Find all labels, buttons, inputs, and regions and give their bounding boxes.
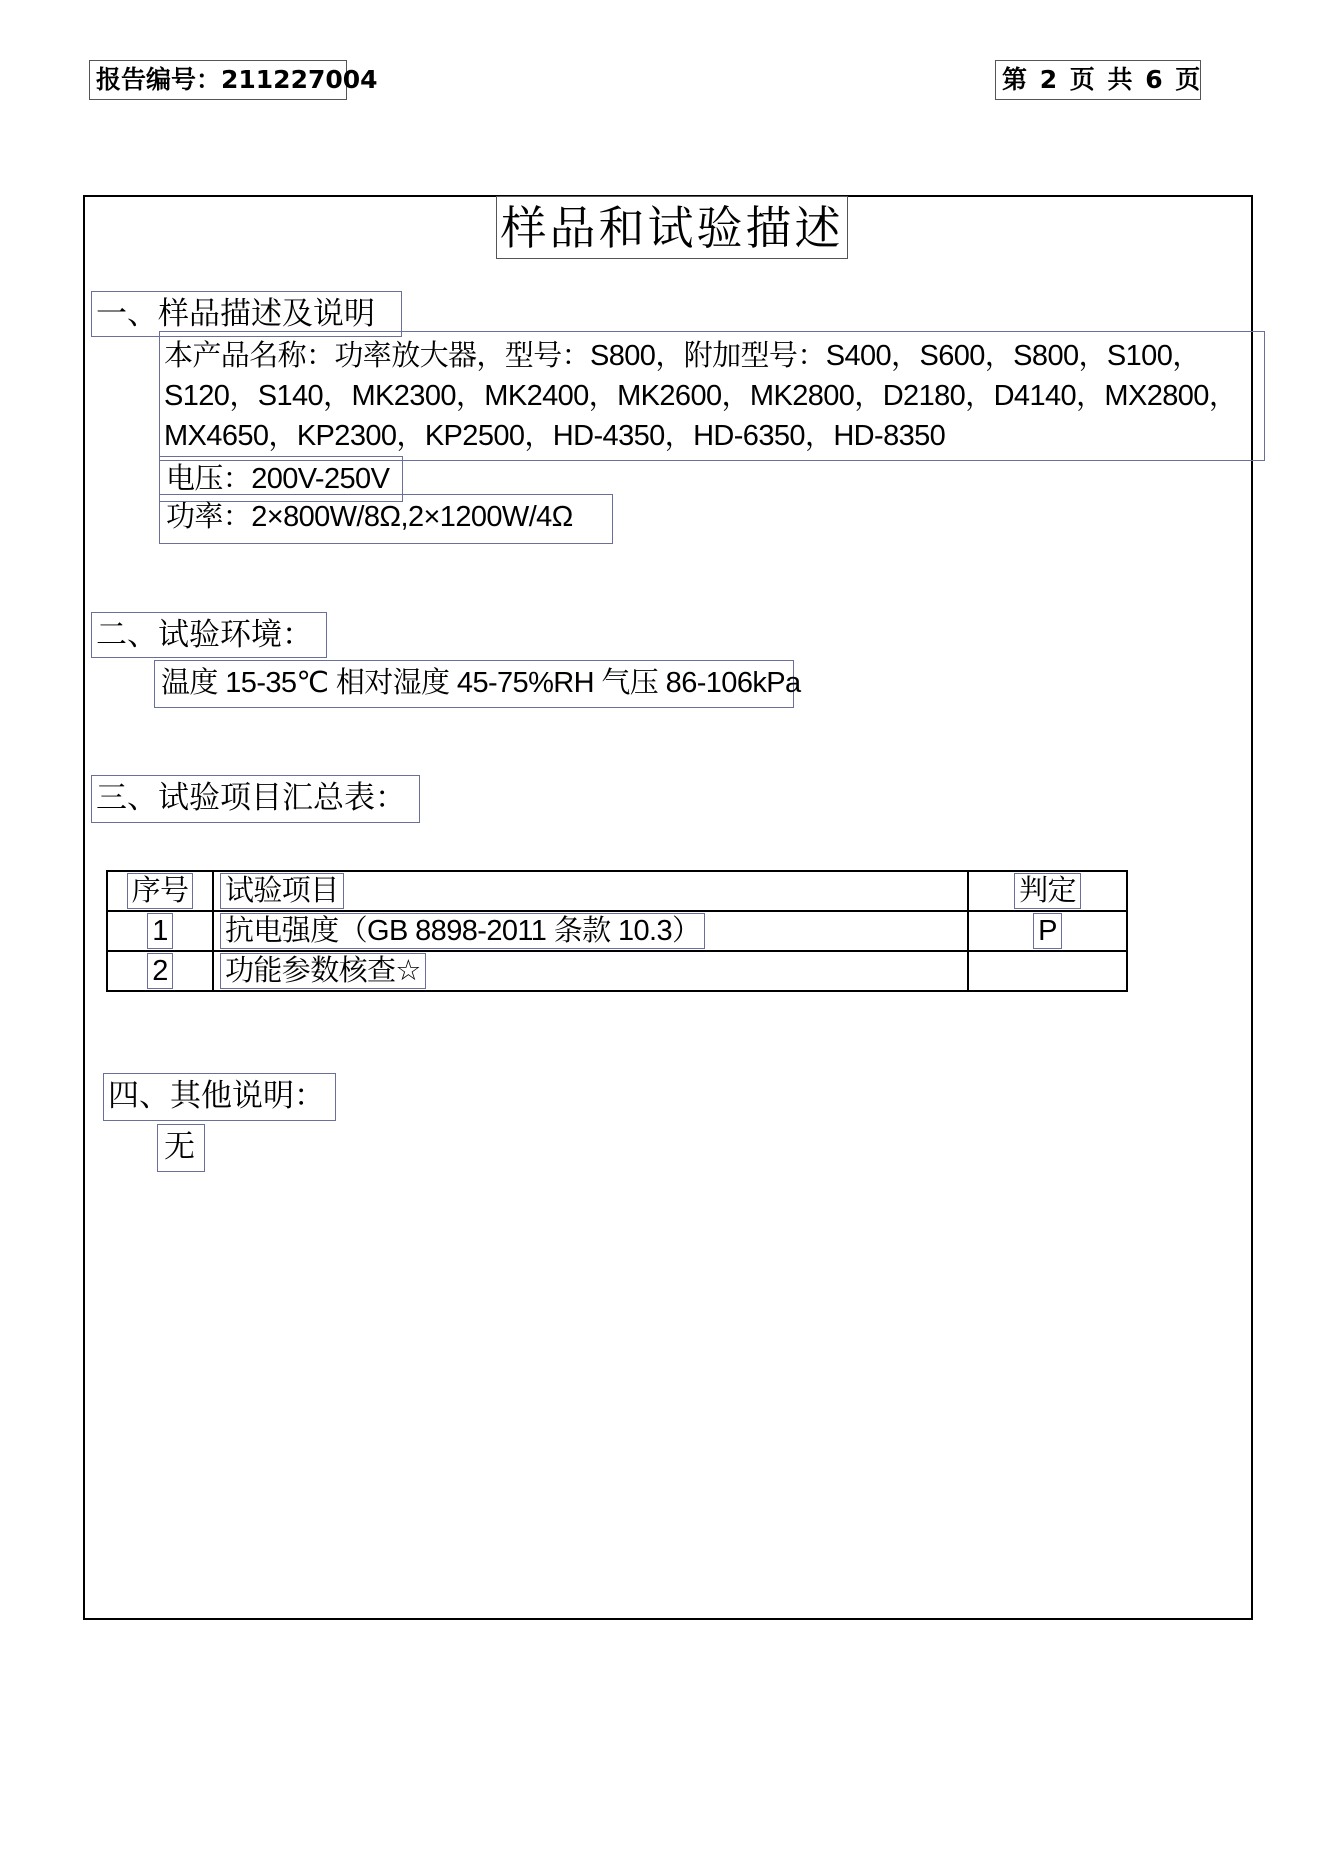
section-1-heading: 一、样品描述及说明 [91, 291, 402, 337]
page-indicator: 第 2 页 共 6 页 [995, 60, 1201, 100]
test-item: 功能参数核查☆ [220, 953, 426, 989]
column-header-no: 序号 [127, 873, 194, 909]
result-pass: P [1033, 913, 1062, 949]
test-environment: 温度 15-35℃ 相对湿度 45-75%RH 气压 86-106kPa [154, 660, 794, 708]
table-row [107, 951, 1127, 991]
row-number: 2 [147, 953, 173, 989]
column-header-result: 判定 [1014, 873, 1081, 909]
report-number: 报告编号：211227004 [89, 60, 347, 100]
section-2-heading: 二、试验环境： [91, 612, 327, 658]
table-header-row [107, 871, 1127, 911]
test-item: 抗电强度（GB 8898-2011 条款 10.3） [220, 913, 705, 949]
row-number: 1 [147, 913, 173, 949]
column-header-item: 试验项目 [220, 873, 344, 909]
product-description: 本产品名称：功率放大器，型号：S800，附加型号：S400，S600，S800，S100，S120，S140，MK2300，MK2400，MK2600，MK2800，D2180，D4140，MX2800，MX4650，KP2300，KP2500，HD-4350，HD-6350，HD-8350 [159, 331, 1265, 461]
other-notes: 无 [157, 1124, 205, 1172]
power-spec: 功率：2×800W/8Ω,2×1200W/4Ω [159, 494, 613, 544]
result-empty [968, 951, 1127, 991]
section-4-heading: 四、其他说明： [103, 1073, 336, 1121]
table-row [107, 911, 1127, 951]
section-3-heading: 三、试验项目汇总表： [91, 775, 420, 823]
voltage-spec: 电压：200V-250V [159, 456, 403, 502]
test-items-table [106, 870, 1128, 992]
page-title: 样品和试验描述 [496, 196, 848, 259]
